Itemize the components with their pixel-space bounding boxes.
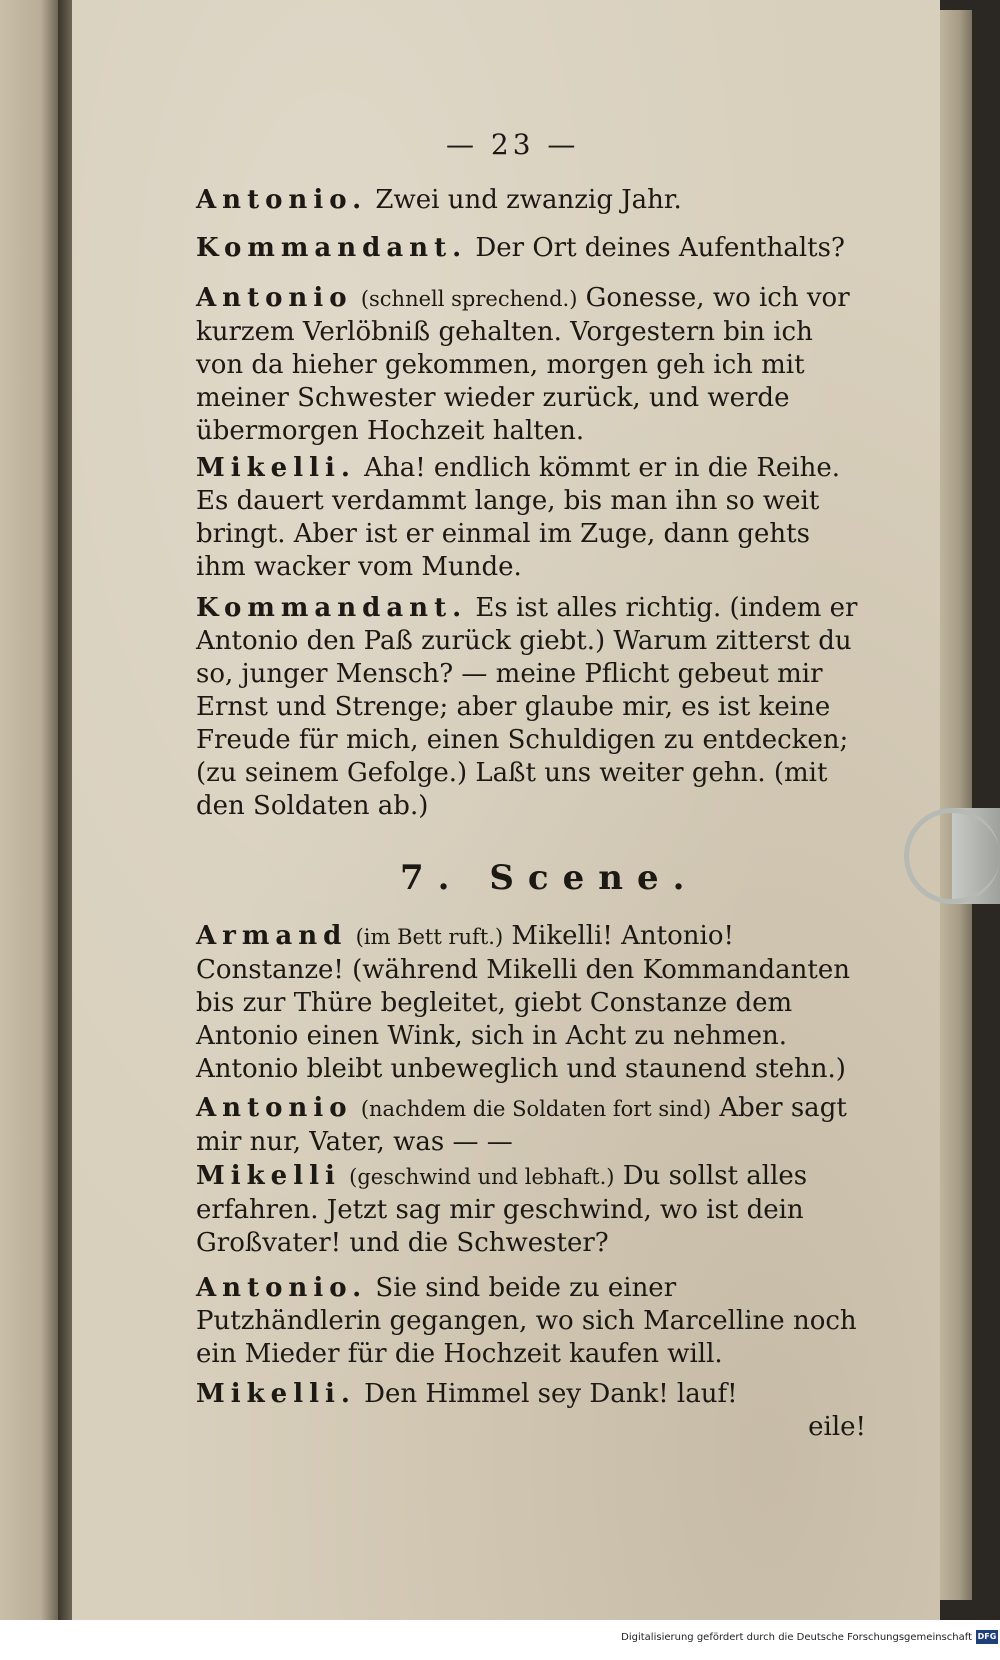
dialogue-line bbox=[196, 1092, 866, 1159]
left-page-edge bbox=[0, 0, 58, 1620]
speaker-name: Kommandant. bbox=[196, 233, 468, 263]
speaker-name: Kommandant. bbox=[196, 593, 468, 623]
dialogue-line bbox=[196, 184, 866, 217]
stage-direction: (schnell sprechend.) bbox=[360, 287, 578, 311]
dialogue-text: Mikelli! Antonio! Constanze! (während Mikelli den Kommandanten bis zur Thüre begleitet, giebt Constanze dem Antonio einen Wink, sich in Acht zu nehmen. Antonio bleibt unbeweglich und staunend stehn.) bbox=[196, 921, 850, 1084]
line-continuation: eile! bbox=[808, 1412, 866, 1442]
dialogue-text: Du sollst alles erfahren. Jetzt sag mir geschwind, wo ist dein Großvater! und die Schwester? bbox=[196, 1161, 808, 1258]
stage-direction: (nachdem die Soldaten fort sind) bbox=[360, 1097, 712, 1121]
stage-direction: (im Bett ruft.) bbox=[355, 925, 504, 949]
book-gutter bbox=[58, 0, 72, 1620]
speaker-name: Antonio. bbox=[196, 1273, 368, 1303]
dialogue-text: Den Himmel sey Dank! lauf! bbox=[364, 1379, 738, 1409]
dialogue-line bbox=[196, 1272, 866, 1371]
speaker-name: Mikelli. bbox=[196, 1379, 356, 1409]
dialogue-text: Aber sagt mir nur, Vater, was — — bbox=[196, 1093, 847, 1157]
stage-direction: (geschwind und lebhaft.) bbox=[349, 1165, 615, 1189]
speaker-name: Armand bbox=[196, 921, 348, 951]
dialogue-line bbox=[196, 232, 866, 265]
page-number: — 23 — bbox=[446, 128, 580, 161]
dialogue-line bbox=[196, 1378, 866, 1444]
speaker-name: Mikelli bbox=[196, 1161, 341, 1191]
digitization-footer bbox=[0, 1620, 1000, 1660]
speaker-name: Antonio. bbox=[196, 185, 368, 215]
dialogue-text: Gonesse, wo ich vor kurzem Verlöbniß gehalten. Vorgestern bin ich von da hieher gekommen, morgen geh ich mit meiner Schwester wieder zurück, und werde übermorgen Hochzeit halten. bbox=[196, 283, 850, 446]
dialogue-text: Sie sind beide zu einer Putzhändlerin gegangen, wo sich Marcelline noch ein Mieder für die Hochzeit kaufen will. bbox=[196, 1273, 857, 1369]
footer-credit: Digitalisierung gefördert durch die Deutsche Forschungsgemeinschaft bbox=[621, 1632, 972, 1643]
scene-heading: 7. Scene. bbox=[400, 858, 699, 898]
speaker-name: Antonio bbox=[196, 283, 353, 313]
dialogue-text: Aha! endlich kömmt er in die Reihe. Es dauert verdammt lange, bis man ihn so weit bringt. Aber ist er einmal im Zuge, dann gehts ihm wacker vom Munde. bbox=[196, 453, 841, 582]
dialogue-line bbox=[196, 592, 866, 823]
dialogue-line bbox=[196, 1160, 866, 1260]
dialogue-text: Es ist alles richtig. (indem er Antonio den Paß zurück giebt.) Warum zitterst du so, junger Mensch? — meine Pflicht gebeut mir Ernst und Strenge; aber glaube mir, es ist keine Freude für mich, einen Schuldigen zu entdecken; (zu seinem Gefolge.) Laßt uns weiter gehn. (mit den Soldaten ab.) bbox=[196, 593, 858, 821]
speaker-name: Mikelli. bbox=[196, 453, 356, 483]
dfg-logo: DFG bbox=[976, 1630, 998, 1644]
dialogue-line bbox=[196, 282, 866, 448]
speaker-name: Antonio bbox=[196, 1093, 353, 1123]
dialogue-line bbox=[196, 452, 866, 584]
dialogue-line bbox=[196, 920, 866, 1086]
page-clip bbox=[904, 808, 1000, 904]
page-stack-edge bbox=[940, 10, 972, 1600]
dialogue-text: Der Ort deines Aufenthalts? bbox=[475, 233, 845, 263]
dialogue-text: Zwei und zwanzig Jahr. bbox=[375, 185, 682, 215]
